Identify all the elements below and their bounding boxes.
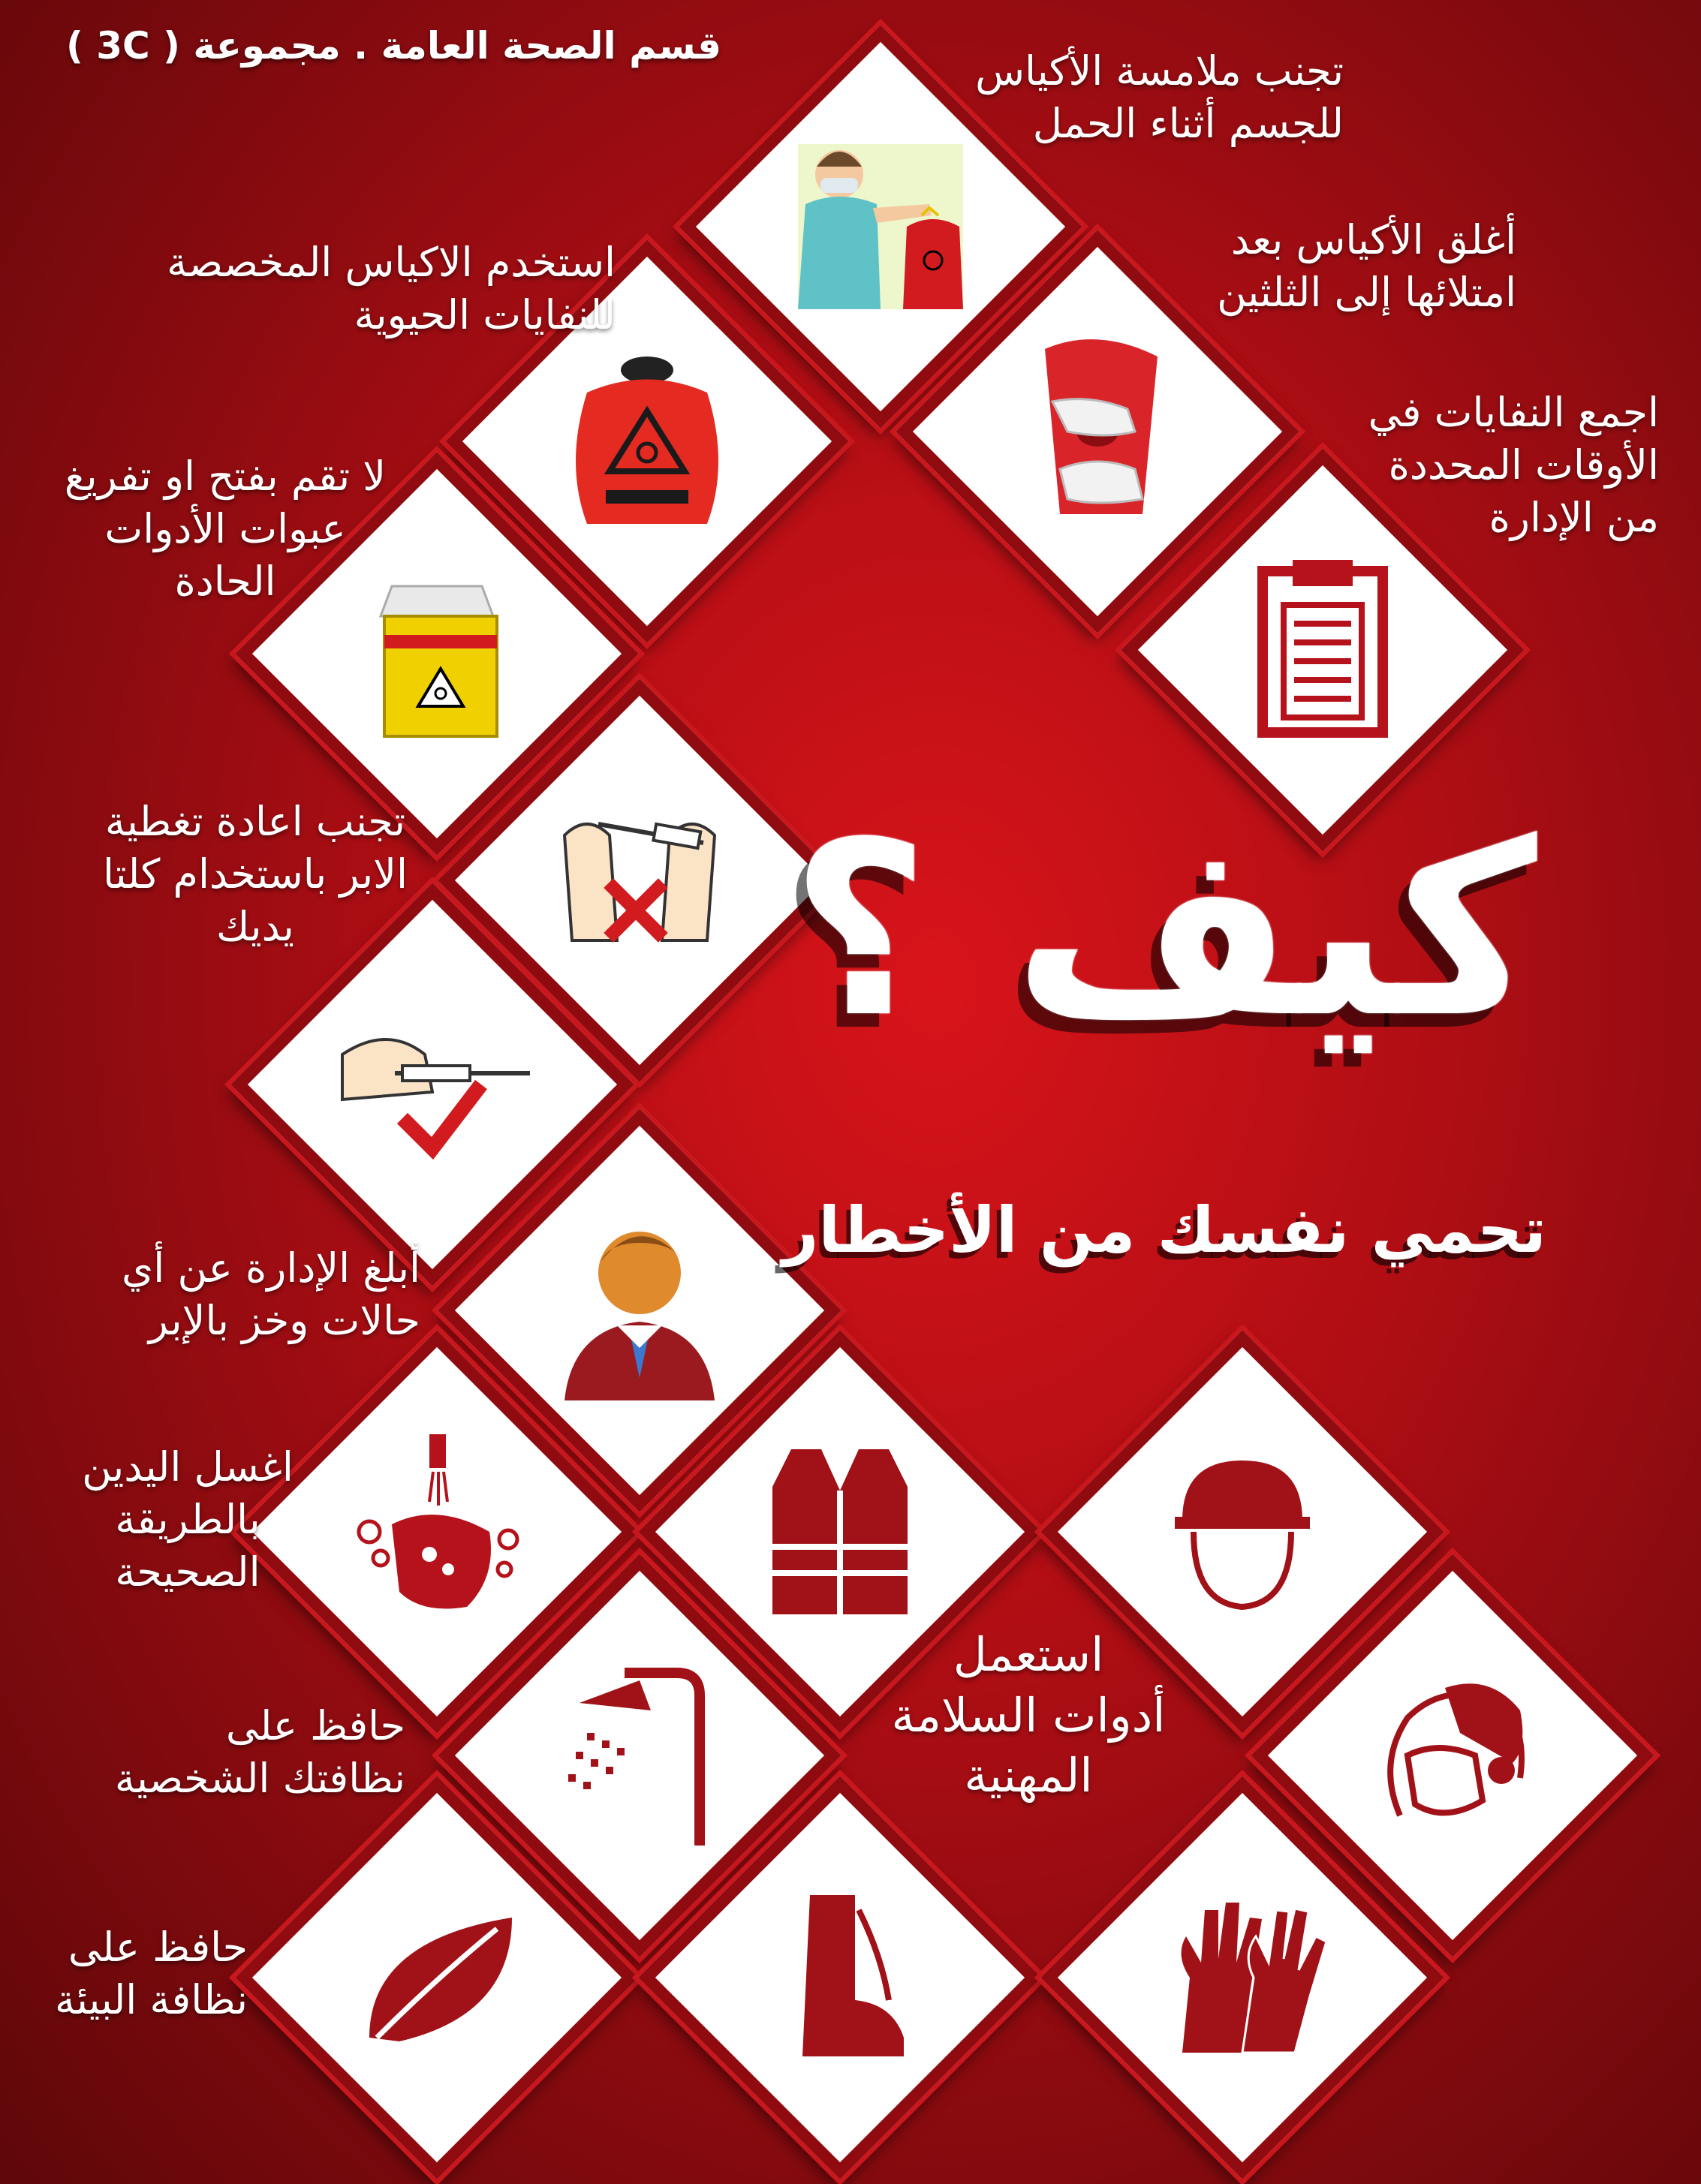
boot-icon [727,1865,953,2090]
gloves-icon [1130,1865,1355,2090]
caption-wash-hands: اغسل اليدين بالطريقة الصحيحة [82,1443,294,1596]
caption-collect-waste: اجمع النفايات في الأوقات المحددة من الإدارة [1368,389,1659,542]
caption-bags-contact: تجنب ملامسة الأكياس للجسم أثناء الحمل [975,47,1344,148]
caption-tie-bags: أغلق الأكياس بعد امتلائها إلى الثلثين [1217,216,1516,317]
caption-environment: حافظ على نظافة البيئة [54,1924,248,2024]
subtitle: تحمي نفسك من الأخطار [781,1193,1546,1267]
caption-recap-needles: تجنب اعادة تغطية الابر باستخدام كلتا يديك [103,798,408,951]
caption-personal-hygiene: حافظ على نظافتك الشخصية [114,1702,405,1803]
header-title: قسم الصحة العامة . مجموعة ( 3C ) [66,24,721,68]
biohazard-bag-icon [534,329,760,554]
needle-recap-correct-icon [320,972,545,1197]
caption-special-bags: استخدم الاكياس المخصصة للنفايات الحيوية [167,239,616,339]
caption-report: أبلغ الإدارة عن أي حالات وخز بالإبر [122,1244,420,1345]
caption-safety-tools: استعمل أدوات السلامة المهنية [891,1627,1166,1803]
hand-wash-icon [324,1419,549,1644]
clipboard-icon [1210,537,1435,763]
person-report-icon [527,1198,752,1423]
helmet-icon [1130,1419,1355,1644]
needle-recap-wrong-icon [527,768,752,993]
nurse-bag-icon [768,114,993,339]
caption-sharps-box: لا تقم بفتح او تفريغ عبوات الأدوات الحادة [64,453,387,606]
safety-vest-icon [727,1419,953,1644]
mask-icon [1340,1643,1565,1868]
main-title: كيف ؟ [790,791,1537,1070]
shower-icon [527,1643,752,1868]
tied-bag-icon [985,319,1210,544]
leaf-icon [324,1865,549,2090]
